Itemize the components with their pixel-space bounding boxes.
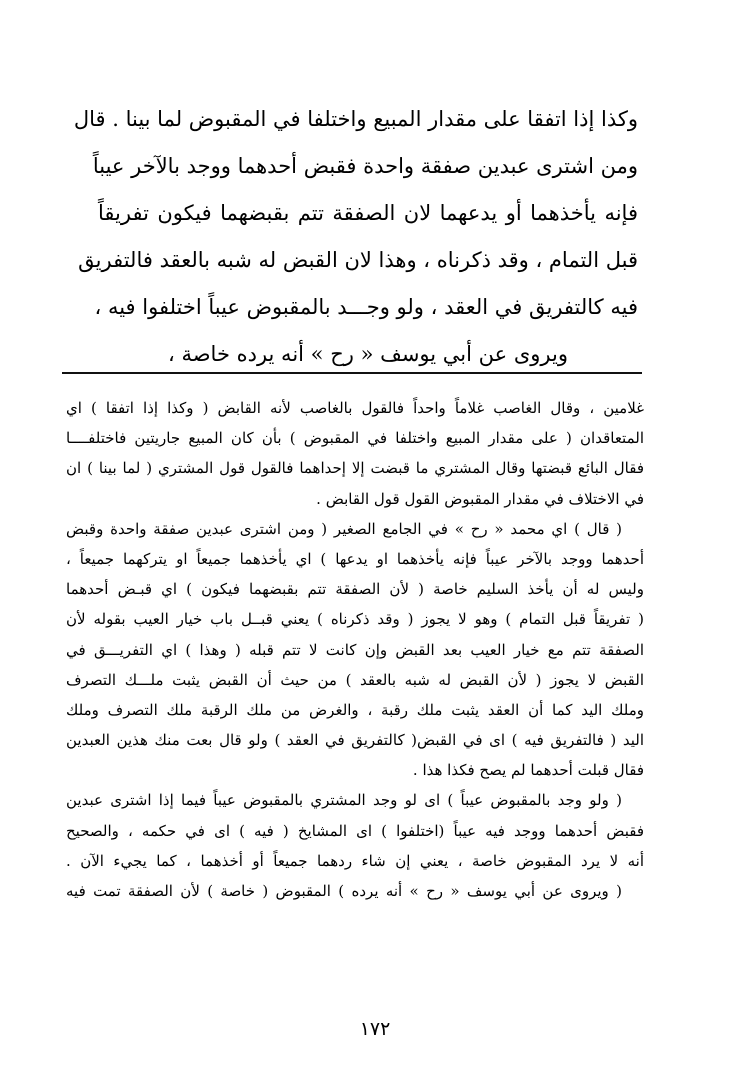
commentary-line: الصفقة تتم مع خيار العيب بعد القبض وإن كانت لا تتم قبله ( وهذا ) اي التفريـــق في xyxy=(66,640,644,659)
commentary-line: ( ويروى عن أبي يوسف « رح » أنه يرده ) المقبوض ( خاصة ) لأن الصفقة تمت فيه xyxy=(66,882,622,900)
commentary-block xyxy=(66,393,644,906)
commentary-line: وملك اليد كما أن العقد يثبت ملك رقبة ، والغرض من ملك الرقبة ملك التصرف وملك xyxy=(66,700,644,719)
section-divider xyxy=(62,372,642,374)
commentary-line: ( قال ) اي محمد « رح » في الجامع الصغير ( ومن اشترى عبدين صفقة واحدة وقبض xyxy=(66,519,622,538)
commentary-line: ( ولو وجد بالمقبوض عيباً ) اى لو وجد المشتري بالمقبوض عيباً فيما إذا اشترى عبدين xyxy=(66,791,622,810)
commentary-line: فقال قبلت أحدهما لم يصح فكذا هذا . xyxy=(412,761,644,780)
commentary-line: فقال البائع قبضتها وقال المشتري ما قبضت إلا إحداهما فالقول قول المشتري ( لما بينا ) ان xyxy=(66,459,644,478)
main-text-line: ويروى عن أبي يوسف « رح » أنه يرده خاصة ، xyxy=(168,342,568,366)
page-number: ١٧٢ xyxy=(359,1018,391,1040)
commentary-line: ( تفريقاً قبل التمام ) وهو لا يجوز ( وقد ذكرناه ) يعني قبــل باب خيار العيب بقوله لأن xyxy=(66,610,644,629)
commentary-line: أحدهما ووجد بالآخر عيباً فإنه يأخذهما او يدعها ) اي يأخذهما جميعاً او يتركهما جميعاً ، xyxy=(66,549,644,568)
main-text-line: فيه كالتفريق في العقد ، ولو وجـــد بالمقبوض عيباً اختلفوا فيه ، xyxy=(94,295,638,319)
commentary-line: في الاختلاف في مقدار المقبوض القول قول القابض . xyxy=(316,489,644,508)
commentary-line: وليس له أن يأخذ السليم خاصة ( لأن الصفقة تتم بقبضهما فيكون ) اي قبـض أحدهما xyxy=(66,580,644,599)
commentary-line: أنه لا يرد المقبوض خاصة ، يعني إن شاء ردهما جميعاً أو أخذهما ، كما يجيء الآن . xyxy=(66,851,644,870)
main-text-line: فإنه يأخذهما أو يدعهما لان الصفقة تتم بقبضهما فيكون تفريقاً xyxy=(98,201,638,225)
commentary-line: اليد ( فالتفريق فيه ) اى في القبض( كالتفريق في العقد ) ولو قال بعت منك هذين العبدين xyxy=(66,731,644,750)
main-text-line: قبل التمام ، وقد ذكرناه ، وهذا لان القبض له شبه بالعقد فالتفريق xyxy=(78,248,638,272)
main-text-line: وكذا إذا اتفقا على مقدار المبيع واختلفا في المقبوض لما بينا . قال xyxy=(73,107,638,131)
main-text-block xyxy=(73,96,638,378)
commentary-line: غلامين ، وقال الغاصب غلاماً واحداً فالقول بالغاصب لأنه القابض ( وكذا إذا اتفقا ) اي xyxy=(66,399,644,417)
commentary-line: المتعاقدان ( على مقدار المبيع واختلفا في المقبوض ) بأن كان المبيع جاريتين فاختلفــــا xyxy=(66,429,644,448)
commentary-line: فقبض أحدهما ووجد فيه عيباً (اختلفوا ) اى المشايخ ( فيه ) اى في حكمه ، والصحيح xyxy=(66,821,644,840)
commentary-line: القبض لا يجوز ( لأن القبض له شبه بالعقد ) من حيث أن القبض يثبت ملـــك التصرف xyxy=(66,670,644,689)
main-text-line: ومن اشترى عبدين صفقة واحدة فقبض أحدهما ووجد بالآخر عيباً xyxy=(92,154,638,178)
